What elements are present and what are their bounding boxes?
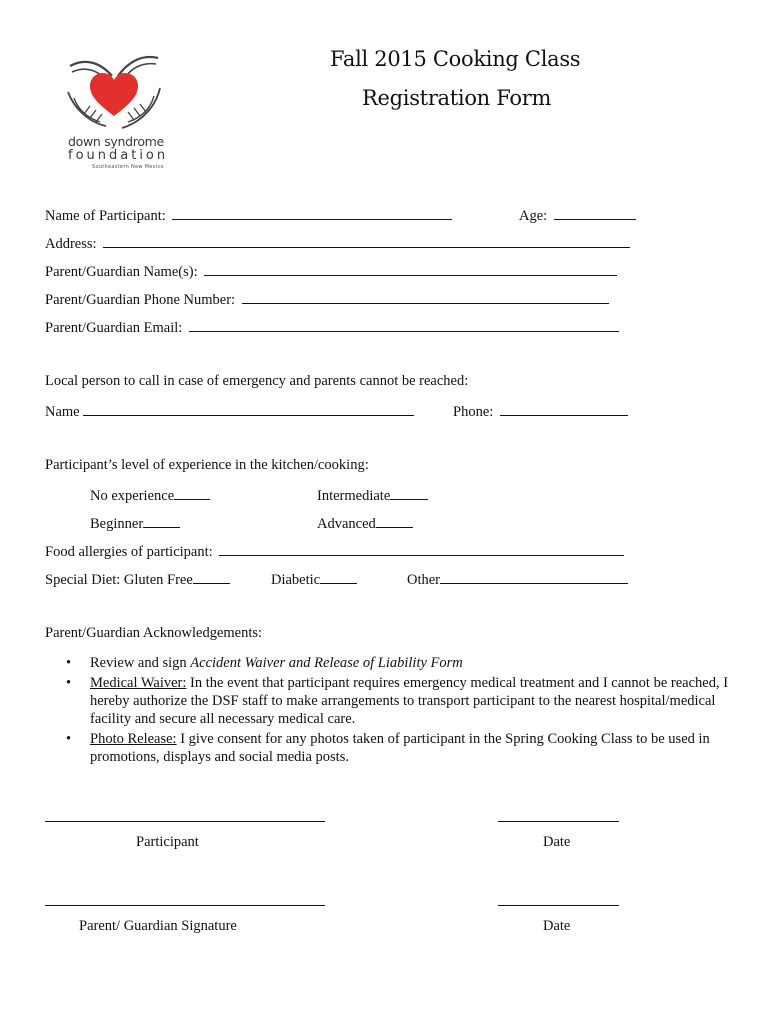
waiver-text: Review and sign [90, 655, 191, 671]
age-line[interactable] [554, 205, 636, 220]
beginner-line[interactable] [143, 513, 180, 528]
intermediate-line[interactable] [390, 485, 428, 500]
no-experience-option[interactable] [90, 485, 210, 505]
bullet-icon: • [66, 675, 72, 691]
bullet-icon: • [66, 655, 72, 671]
participant-signature-line[interactable] [45, 821, 325, 822]
age-field[interactable] [519, 205, 636, 225]
photo-release-title: Photo Release: [90, 731, 177, 747]
guardian-date-line[interactable] [498, 905, 619, 906]
acknowledgements-list [46, 654, 736, 768]
intermediate-option[interactable] [317, 485, 428, 505]
participant-name-label: Name of Participant: [45, 208, 166, 224]
advanced-label: Advanced [317, 516, 376, 532]
foundation-logo [60, 52, 170, 172]
age-label: Age: [519, 208, 548, 224]
logo-text-line2: foundation [68, 148, 169, 163]
experience-heading: Participant’s level of experience in the kitchen/cooking: [45, 457, 369, 473]
guardian-phone-label: Parent/Guardian Phone Number: [45, 292, 236, 308]
guardian-name-field[interactable] [45, 261, 617, 281]
no-experience-label: No experience [90, 488, 175, 504]
advanced-option[interactable] [317, 513, 413, 533]
page-title: Fall 2015 Cooking Class [330, 47, 581, 71]
acknowledgements-heading: Parent/Guardian Acknowledgements: [45, 625, 263, 641]
emergency-name-line[interactable] [83, 401, 414, 416]
allergies-field[interactable] [45, 541, 624, 561]
hands-heart-icon [60, 52, 170, 137]
intermediate-label: Intermediate [317, 488, 391, 504]
address-label: Address: [45, 236, 97, 252]
logo-text-line3: Southeastern New Mexico [92, 164, 164, 170]
waiver-form-title: Accident Waiver and Release of Liability Form [190, 655, 463, 671]
logo-text-line1: down syndrome [68, 134, 164, 149]
list-item [46, 654, 736, 672]
gluten-free-label: Special Diet: Gluten Free [45, 572, 193, 588]
guardian-signature-line[interactable] [45, 905, 325, 906]
emergency-phone-line[interactable] [500, 401, 628, 416]
no-experience-line[interactable] [174, 485, 210, 500]
diabetic-label: Diabetic [271, 572, 321, 588]
other-diet-label: Other [407, 572, 441, 588]
page-subtitle: Registration Form [362, 86, 552, 110]
guardian-email-field[interactable] [45, 317, 619, 337]
guardian-signature-label: Parent/ Guardian Signature [79, 918, 237, 934]
guardian-phone-field[interactable] [45, 289, 609, 309]
gluten-free-line[interactable] [193, 569, 230, 584]
beginner-option[interactable] [90, 513, 180, 533]
emergency-name-label: Name [45, 404, 80, 420]
participant-name-line[interactable] [172, 205, 452, 220]
emergency-name-field[interactable] [45, 401, 414, 421]
guardian-date-label: Date [543, 918, 571, 934]
guardian-email-line[interactable] [189, 317, 619, 332]
emergency-phone-label: Phone: [453, 404, 494, 420]
bullet-icon: • [66, 731, 72, 747]
address-field[interactable] [45, 233, 630, 253]
medical-waiver-title: Medical Waiver: [90, 675, 187, 691]
guardian-phone-line[interactable] [242, 289, 609, 304]
participant-name-field[interactable] [45, 205, 452, 225]
other-diet-line[interactable] [440, 569, 628, 584]
list-item [46, 674, 736, 728]
heart-icon [90, 73, 138, 116]
medical-waiver-text: In the event that participant requires emergency medical treatment and I cannot be reached, I hereby authorize the DSF staff to make arrangements to transport participant to the nearest hospital/medical facility and secure all necessary medical care. [90, 675, 729, 727]
guardian-email-label: Parent/Guardian Email: [45, 320, 183, 336]
photo-release-text: I give consent for any photos taken of participant in the Spring Cooking Class to be used in promotions, displays and social media posts. [90, 731, 710, 765]
participant-signature-label: Participant [136, 834, 199, 850]
guardian-name-label: Parent/Guardian Name(s): [45, 264, 198, 280]
advanced-line[interactable] [376, 513, 413, 528]
gluten-free-field[interactable] [45, 569, 230, 589]
address-line[interactable] [103, 233, 630, 248]
beginner-label: Beginner [90, 516, 144, 532]
allergies-label: Food allergies of participant: [45, 544, 213, 560]
emergency-heading: Local person to call in case of emergency and parents cannot be reached: [45, 373, 469, 389]
diabetic-field[interactable] [271, 569, 357, 589]
participant-date-line[interactable] [498, 821, 619, 822]
emergency-phone-field[interactable] [453, 401, 628, 421]
participant-date-label: Date [543, 834, 571, 850]
allergies-line[interactable] [219, 541, 624, 556]
diabetic-line[interactable] [320, 569, 357, 584]
guardian-name-line[interactable] [204, 261, 617, 276]
other-diet-field[interactable] [407, 569, 628, 589]
list-item [46, 730, 736, 766]
